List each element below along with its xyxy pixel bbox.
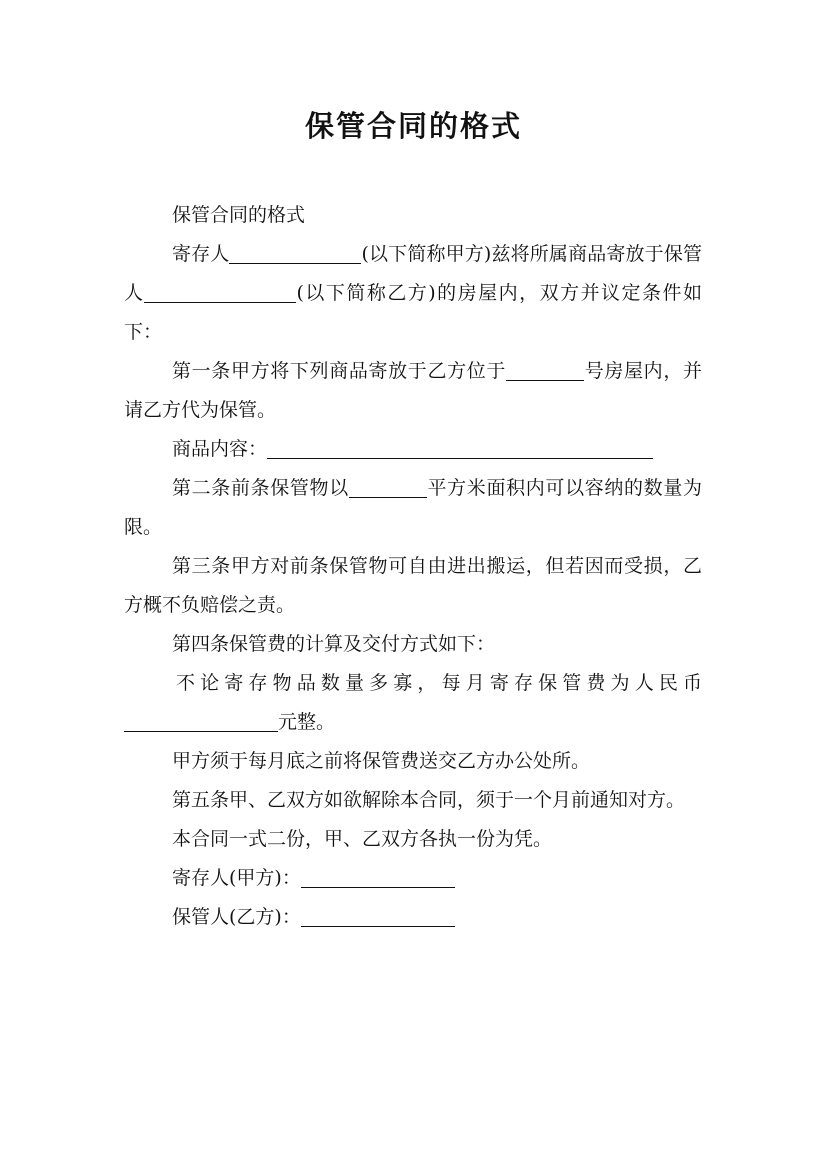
text-goods-label: 商品内容：	[172, 438, 268, 460]
text-fee-b: 元整。	[278, 711, 336, 733]
text-article-1-a: 第一条甲方将下列商品寄放于乙方位于	[172, 360, 507, 382]
document-body	[124, 196, 702, 937]
paragraph-parties	[124, 235, 702, 352]
text-depositor-clause: (以下简称甲方)兹将所属商品寄放于保管人	[124, 243, 702, 304]
text-sign-custodian: 保管人(乙方)：	[172, 906, 301, 928]
paragraph-heading: 保管合同的格式	[172, 204, 306, 226]
area-blank	[349, 475, 427, 498]
paragraph-article-2	[124, 469, 702, 547]
paragraph-payment: 甲方须于每月底之前将保管费送交乙方办公处所。	[172, 750, 591, 772]
depositor-signature-blank	[301, 865, 455, 888]
text-custodian-clause: (以下简称乙方)的房屋内，双方并议定条件如下：	[124, 282, 702, 343]
depositor-blank	[229, 241, 361, 264]
document-title: 保管合同的格式	[304, 109, 522, 143]
custodian-blank	[144, 280, 296, 303]
text-depositor: 寄存人	[172, 243, 230, 265]
paragraph-article-1	[124, 352, 702, 430]
signature-depositor	[124, 859, 702, 898]
text-sign-depositor: 寄存人(甲方)：	[172, 867, 301, 889]
fee-amount-blank	[124, 709, 278, 732]
text-article-2-b: 平方米面积内可以容纳的数量为限。	[124, 477, 702, 538]
custodian-signature-blank	[301, 904, 455, 927]
paragraph-goods	[124, 430, 702, 469]
text-fee-a: 不论寄存物品数量多寡，每月寄存保管费为人民币	[176, 672, 702, 694]
paragraph-fee	[124, 664, 702, 742]
goods-content-blank	[267, 436, 653, 459]
text-article-2-a: 第二条前条保管物以	[172, 477, 349, 499]
paragraph-article-3: 第三条甲方对前条保管物可自由进出搬运，但若因而受损，乙方概不负赔偿之责。	[124, 555, 702, 616]
room-number-blank	[506, 358, 584, 381]
text-article-1-b: 号房屋内，并请乙方代为保管。	[124, 360, 702, 421]
paragraph-article-5: 第五条甲、乙双方如欲解除本合同，须于一个月前通知对方。	[172, 789, 686, 811]
paragraph-article-4: 第四条保管费的计算及交付方式如下：	[172, 633, 496, 655]
signature-custodian	[124, 898, 702, 937]
paragraph-copies: 本合同一式二份，甲、乙双方各执一份为凭。	[172, 828, 553, 850]
